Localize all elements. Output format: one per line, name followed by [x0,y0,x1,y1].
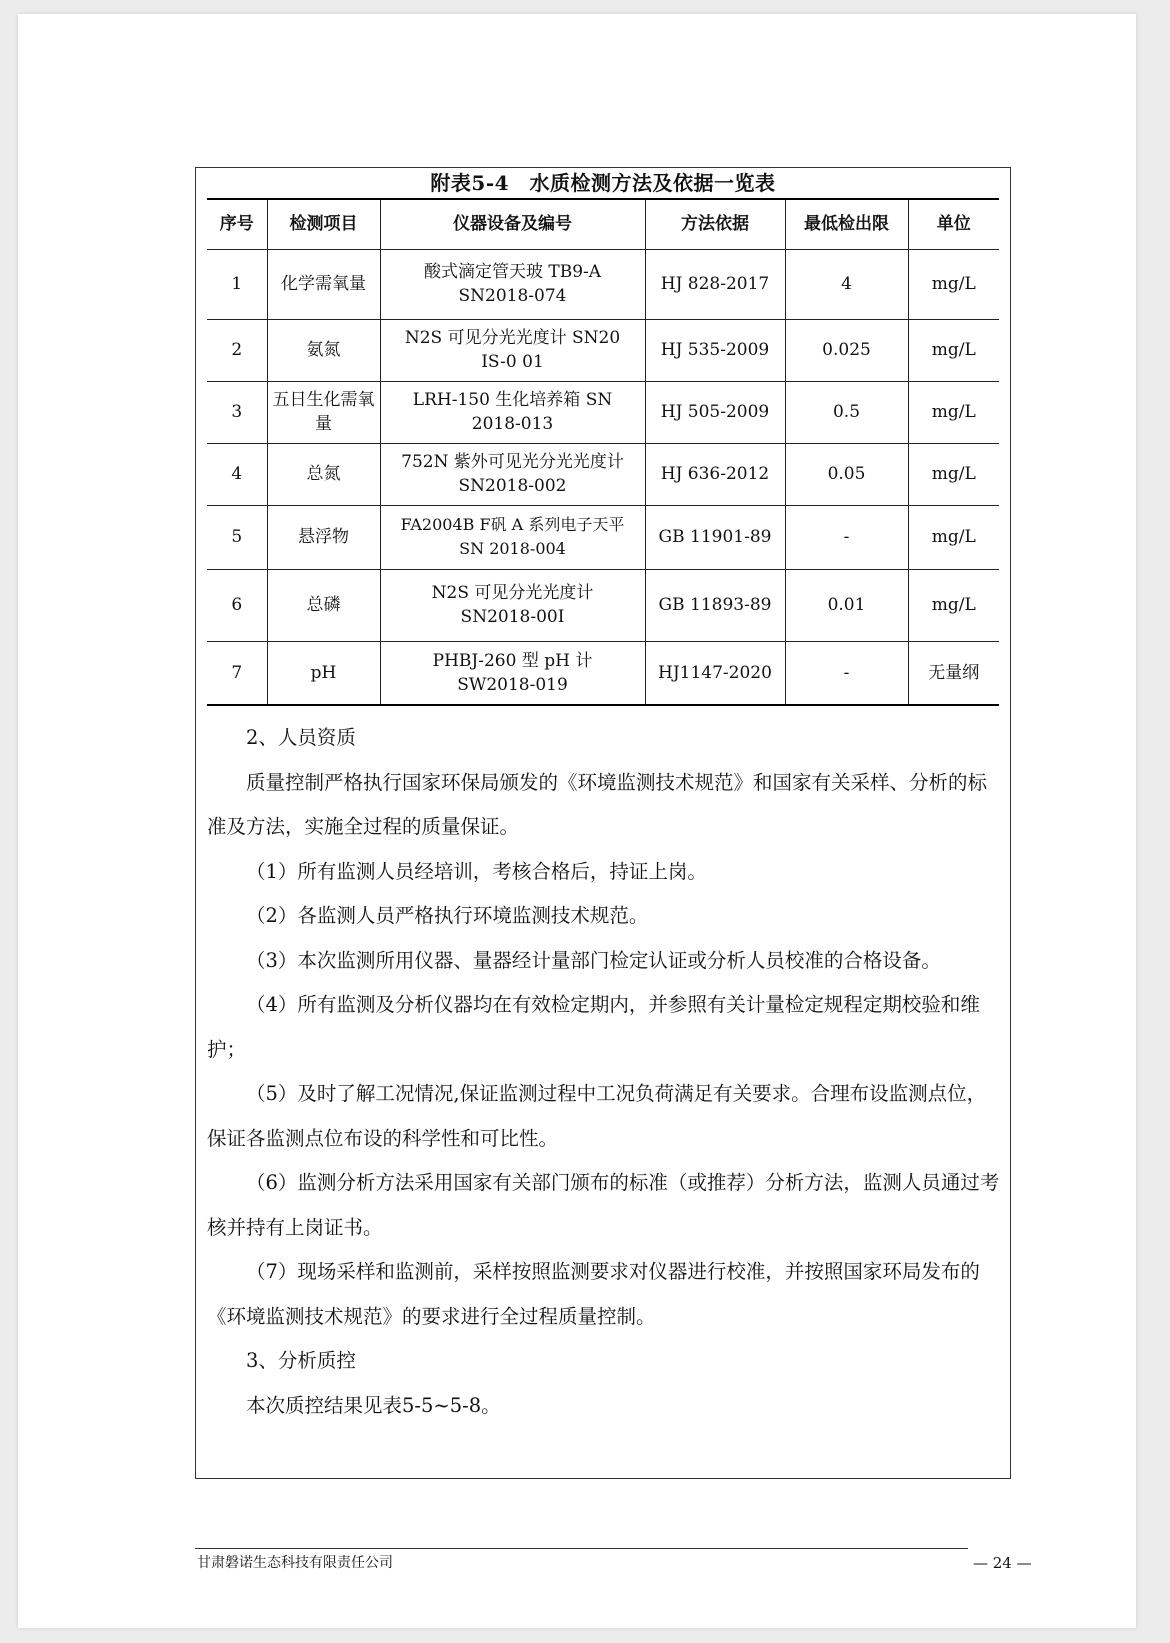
table-row [207,505,999,569]
list-item: （7）现场采样和监测前，采样按照监测要求对仪器进行校准，并按照国家环局发布的《环境监测技术规范》的要求进行全过程质量控制。 [207,1260,980,1328]
cell-item: 氨氮 [267,319,380,381]
table-row [207,641,999,705]
cell-instrument [380,249,645,319]
footer-company: 甘肃磐诺生态科技有限责任公司 [197,1555,393,1571]
table-row [207,249,999,319]
content-frame [195,167,1011,1479]
col-header-item: 检测项目 [267,199,380,249]
document-page [18,14,1136,1628]
instrument-line: IS-0 01 [481,352,544,372]
cell-no: 4 [207,443,267,505]
cell-no: 2 [207,319,267,381]
cell-no: 5 [207,505,267,569]
instrument-line: SN2018-074 [458,286,567,306]
cell-method: GB 11893-89 [645,569,785,641]
cell-unit: mg/L [908,569,999,641]
instrument-line: 2018-013 [471,414,554,434]
col-header-no: 序号 [207,199,267,249]
table-header-row [207,199,999,249]
intro-paragraph: 质量控制严格执行国家环保局颁发的《环境监测技术规范》和国家有关采样、分析的标准及方法，实施全过程的质量保证。 [207,770,988,838]
instrument-line: PHBJ-260 型 pH 计 [432,650,593,671]
cell-method: HJ 828-2017 [645,249,785,319]
cell-limit: 0.01 [785,569,908,641]
instrument-line: SN 2018-004 [459,539,566,558]
col-header-limit: 最低检出限 [785,199,908,249]
table-row [207,443,999,505]
table-row [207,319,999,381]
cell-unit: mg/L [908,443,999,505]
cell-limit: 4 [785,249,908,319]
table-row [207,381,999,443]
cell-item: pH [267,641,380,705]
cell-item: 总磷 [267,569,380,641]
section3-heading: 3、分析质控 [246,1349,356,1372]
cell-instrument [380,505,645,569]
cell-item: 悬浮物 [267,505,380,569]
cell-unit: mg/L [908,381,999,443]
cell-limit: 0.025 [785,319,908,381]
footer-divider [195,1548,968,1549]
cell-method: HJ1147-2020 [645,641,785,705]
cell-instrument [380,569,645,641]
cell-no: 7 [207,641,267,705]
cell-method: HJ 636-2012 [645,443,785,505]
instrument-line: N2S 可见分光光度计 [431,583,594,603]
cell-method: HJ 505-2009 [645,381,785,443]
instrument-line: SN2018-002 [458,476,567,496]
list-item: （6）监测分析方法采用国家有关部门颁布的标准（或推荐）分析方法，监测人员通过考核并持有上岗证书。 [207,1171,1000,1239]
water-quality-methods-table [207,198,999,706]
cell-instrument [380,319,645,381]
cell-limit: 0.5 [785,381,908,443]
cell-unit: mg/L [908,249,999,319]
table-title: 附表5-4 水质检测方法及依据一览表 [430,171,776,195]
instrument-line: SW2018-019 [457,674,568,695]
cell-limit: - [785,505,908,569]
list-item: （5）及时了解工况情况,保证监测过程中工况负荷满足有关要求。合理布设监测点位，保证各监测点位布设的科学性和可比性。 [207,1082,987,1150]
instrument-line: 酸式滴定管天玻 TB9-A [423,262,602,282]
cell-instrument [380,443,645,505]
col-header-unit: 单位 [908,199,999,249]
cell-unit: mg/L [908,319,999,381]
cell-no: 6 [207,569,267,641]
cell-limit: - [785,641,908,705]
instrument-line: SN2018-00I [460,607,565,627]
cell-method: HJ 535-2009 [645,319,785,381]
cell-item: 化学需氧量 [267,249,380,319]
col-header-instrument: 仪器设备及编号 [380,199,645,249]
cell-limit: 0.05 [785,443,908,505]
instrument-line: N2S 可见分光光度计 SN20 [404,328,621,348]
section2-heading: 2、人员资质 [246,726,356,749]
list-item: （2）各监测人员严格执行环境监测技术规范。 [246,904,649,927]
list-item: （4）所有监测及分析仪器均在有效检定期内，并参照有关计量检定规程定期校验和维护； [207,993,980,1061]
cell-unit: 无量纲 [908,641,999,705]
cell-instrument [380,641,645,705]
cell-method: GB 11901-89 [645,505,785,569]
cell-instrument [380,381,645,443]
list-item: （3）本次监测所用仪器、量器经计量部门检定认证或分析人员校准的合格设备。 [246,948,941,972]
cell-no: 1 [207,249,267,319]
cell-unit: mg/L [908,505,999,569]
table-row [207,569,999,641]
list-item: （1）所有监测人员经培训，考核合格后，持证上岗。 [246,859,707,883]
instrument-line: LRH-150 生化培养箱 SN [412,390,613,410]
col-header-method: 方法依据 [645,199,785,249]
cell-item: 总氮 [267,443,380,505]
cell-no: 3 [207,381,267,443]
body-text [207,716,1001,1428]
page-number: — 24 — [973,1554,1032,1572]
section3-paragraph: 本次质控结果见表5-5~5-8。 [246,1393,501,1417]
instrument-line: FA2004B F矾 A 系列电子天平 [400,515,625,534]
cell-item: 五日生化需氧量 [267,381,380,443]
instrument-line: 752N 紫外可见光分光光度计 [401,452,624,472]
